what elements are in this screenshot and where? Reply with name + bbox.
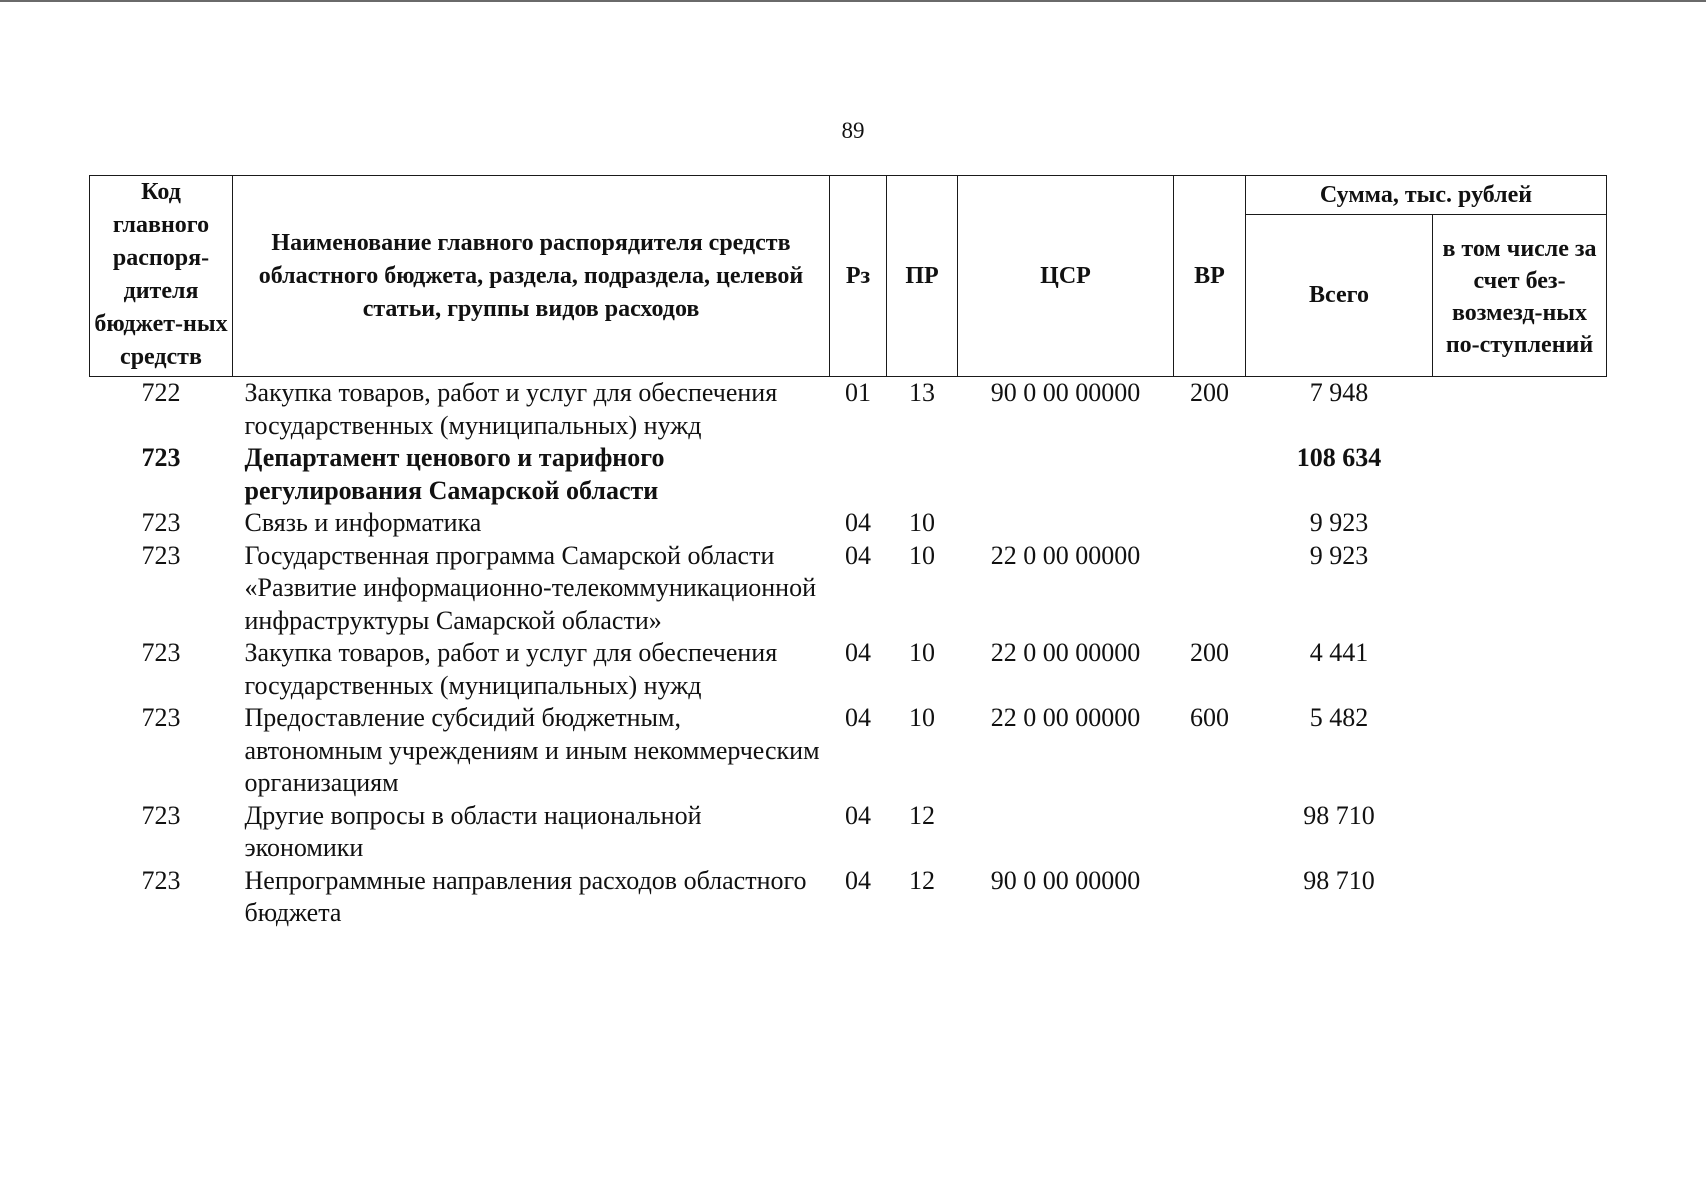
table-row	[90, 637, 1607, 702]
table-row	[90, 800, 1607, 865]
row-rz	[830, 442, 887, 507]
table-row	[90, 865, 1607, 930]
row-code: 722	[141, 378, 181, 407]
row-total: 5 482	[1309, 703, 1369, 732]
row-rz: 04	[845, 508, 871, 537]
row-csr: 22 0 00 00000	[990, 638, 1141, 667]
row-total: 4 441	[1309, 638, 1369, 667]
row-vr	[1174, 507, 1246, 540]
row-free	[1433, 865, 1607, 930]
table-row	[90, 377, 1607, 443]
row-free	[1433, 507, 1607, 540]
table-row	[90, 507, 1607, 540]
row-code: 723	[141, 443, 181, 472]
row-csr: 90 0 00 00000	[990, 378, 1141, 407]
table-body	[90, 377, 1607, 930]
row-name: Департамент ценового и тарифного регулирования Самарской области	[244, 443, 665, 505]
row-rz: 04	[845, 703, 871, 732]
row-pr: 10	[909, 638, 935, 667]
row-free	[1433, 800, 1607, 865]
row-total: 98 710	[1303, 800, 1375, 830]
page-number: 89	[841, 118, 865, 143]
row-code: 723	[141, 540, 181, 570]
row-code: 723	[141, 638, 181, 667]
row-pr: 10	[909, 540, 935, 570]
row-vr: 600	[1190, 703, 1229, 732]
row-vr	[1174, 800, 1246, 865]
header-code: Код главного распоря-дителя бюджет-ных средств	[90, 176, 233, 377]
top-border-line	[0, 0, 1706, 2]
header-name: Наименование главного распорядителя средств областного бюджета, раздела, подраздела, целевой статьи, группы видов расходов	[233, 176, 830, 377]
row-name: Закупка товаров, работ и услуг для обеспечения государственных (муниципальных) нужд	[244, 378, 778, 440]
row-name: Предоставление субсидий бюджетным, автономным учреждениям и иным некоммерческим организациям	[244, 703, 820, 797]
row-free	[1433, 442, 1607, 507]
row-code: 723	[141, 865, 181, 895]
header-rz: Рз	[830, 176, 887, 377]
row-pr: 12	[909, 865, 935, 895]
row-code: 723	[141, 508, 181, 537]
row-pr: 12	[909, 800, 935, 830]
row-name: Другие вопросы в области национальной экономики	[244, 800, 702, 862]
header-total: Всего	[1246, 215, 1433, 377]
table-header	[90, 176, 1607, 377]
row-free	[1433, 540, 1607, 638]
row-free	[1433, 702, 1607, 800]
row-pr: 10	[909, 703, 935, 732]
header-pr: ПР	[887, 176, 958, 377]
row-pr: 13	[909, 378, 935, 407]
row-vr	[1174, 865, 1246, 930]
row-vr: 200	[1190, 378, 1229, 407]
header-vr: ВР	[1174, 176, 1246, 377]
row-total: 9 923	[1309, 508, 1369, 537]
row-code: 723	[141, 703, 181, 732]
row-vr	[1174, 442, 1246, 507]
row-total: 9 923	[1309, 540, 1369, 570]
header-sum: Сумма, тыс. рублей	[1246, 176, 1607, 215]
row-pr: 10	[909, 508, 935, 537]
header-csr: ЦСР	[958, 176, 1174, 377]
row-free	[1433, 377, 1607, 443]
row-rz: 04	[845, 638, 871, 667]
row-name: Государственная программа Самарской области «Развитие информационно-телекоммуникационной инфраструктуры Самарской области»	[244, 540, 817, 635]
row-name: Закупка товаров, работ и услуг для обеспечения государственных (муниципальных) нужд	[244, 638, 778, 700]
row-csr	[958, 507, 1174, 540]
row-csr	[958, 442, 1174, 507]
row-csr: 22 0 00 00000	[990, 703, 1141, 732]
row-total: 7 948	[1309, 378, 1369, 407]
row-free	[1433, 637, 1607, 702]
row-csr: 90 0 00 00000	[990, 865, 1141, 895]
row-name: Связь и информатика	[244, 508, 482, 537]
row-total: 98 710	[1303, 865, 1375, 895]
budget-table	[89, 175, 1607, 930]
row-name: Непрограммные направления расходов областного бюджета	[244, 865, 807, 927]
table-row	[90, 540, 1607, 638]
table-row	[90, 442, 1607, 507]
row-rz: 04	[845, 800, 871, 830]
header-free: в том числе за счет без-возмезд-ных по-ступлений	[1433, 215, 1607, 377]
row-rz: 01	[845, 378, 871, 407]
row-csr: 22 0 00 00000	[990, 540, 1141, 570]
row-rz: 04	[845, 865, 871, 895]
row-rz: 04	[845, 540, 871, 570]
row-csr	[958, 800, 1174, 865]
row-vr: 200	[1190, 638, 1229, 667]
table-row	[90, 702, 1607, 800]
row-code: 723	[141, 800, 181, 830]
row-pr	[887, 442, 958, 507]
row-vr	[1174, 540, 1246, 638]
row-total: 108 634	[1296, 443, 1382, 472]
